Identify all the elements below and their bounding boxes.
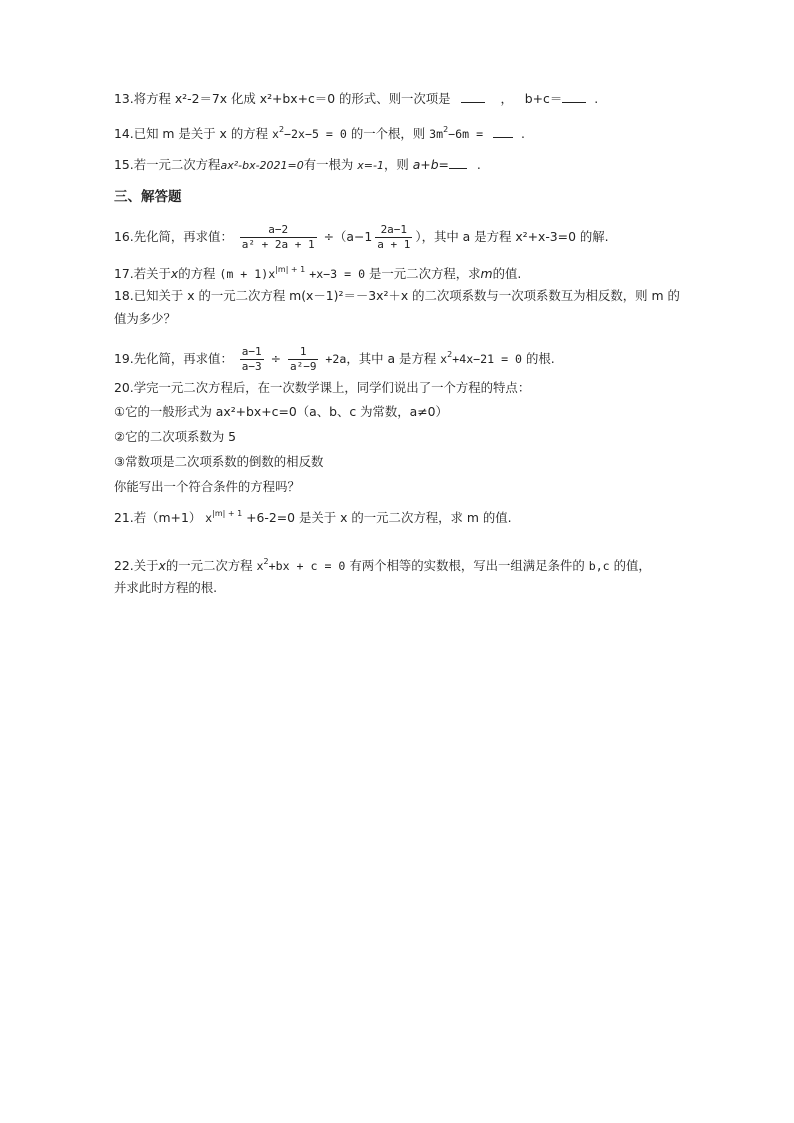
- answer-blank: [449, 156, 467, 169]
- question-20-condition-3: ③常数项是二次项系数的倒数的相反数: [114, 454, 324, 469]
- fraction: $\frac{a-2}{\text{a² + 2a + 1}}$: [241, 223, 315, 251]
- question-20-ask: 你能写出一个符合条件的方程吗？: [114, 479, 300, 494]
- fraction: $\frac{1}{\text{a²−9}}$: [289, 345, 317, 373]
- answer-blank: [493, 125, 513, 138]
- question-19: 19.先化简，再求值： $\frac{a-1}{a-3}$ ÷ $\frac{1}{\text{a²−9}}$ +2a，其中 a 是方程 $x^2+4x-21 = 0$ 的根.: [114, 345, 555, 373]
- question-15: 15.若一元二次方程ax²-bx-2021=0有一根为 x=-1，则 a+b= .: [114, 157, 481, 172]
- question-22-continued: 并求此时方程的根.: [114, 580, 218, 595]
- section-heading: 三、解答题: [114, 189, 182, 205]
- question-14: 14.已知 m 是关于 x 的方程 $x^2-2x-5 = 0$ 的一个根，则 $3m^2-6m$ = .: [114, 125, 525, 141]
- question-18: 18.已知关于 x 的一元二次方程 m(x－1)²＝－3x²＋x 的二次项系数与一次项系数互为相反数，则 m 的: [114, 288, 680, 303]
- question-21: 21.若（m+1） $x^{|m| + 1} +6-2=0$ 是关于 x 的一元二次方程，求 m 的值.: [114, 509, 512, 525]
- fraction: $\frac{a-1}{a-3}$: [241, 345, 262, 373]
- question-17: 17.若关于x的方程 $(m + 1)x^{|m| + 1} +x-3 = 0$ 是一元二次方程，求m的值.: [114, 265, 522, 281]
- fraction: $\frac{2a-1}{a + 1}$: [377, 223, 411, 251]
- question-18-continued: 值为多少？: [114, 311, 176, 326]
- answer-blank: [461, 90, 485, 103]
- question-20: 20.学完一元二次方程后，在一次数学课上，同学们说出了一个方程的特点：: [114, 380, 531, 395]
- question-13: 13.将方程 x²-2＝7x 化成 x²+bx+c＝0 的形式、则一次项是 ， b+c＝ .: [114, 91, 599, 106]
- question-20-condition-2: ②它的二次项系数为 5: [114, 429, 237, 444]
- answer-blank: [562, 90, 586, 103]
- question-20-condition-1: ①它的一般形式为 ax²+bx+c=0（a、b、c 为常数，a≠0）: [114, 404, 448, 419]
- question-22: 22.关于x的一元二次方程 $x^2+bx + c = 0$ 有两个相等的实数根，写出一组满足条件的 b,c 的值，: [114, 557, 651, 573]
- question-16: 16.先化简，再求值： $\frac{a-2}{\text{a² + 2a + 1}}$ ÷（a−1 $\frac{2a-1}{a + 1}$ ），其中 a 是方程 x²+x-3=0 的解.: [114, 223, 609, 251]
